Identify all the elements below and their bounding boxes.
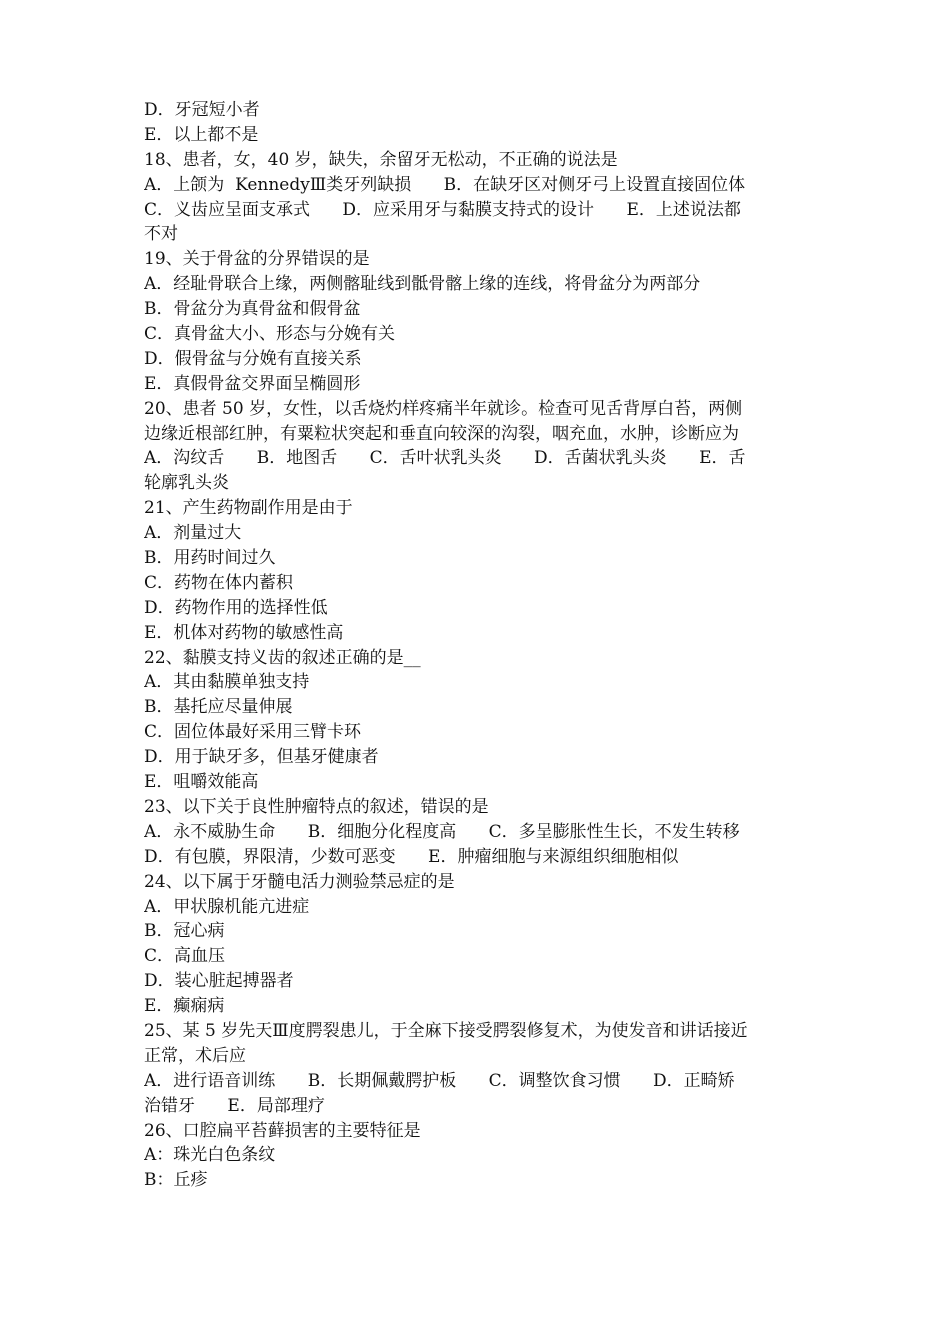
text-line: C．固位体最好采用三臂卡环 — [144, 722, 362, 743]
text-line: B．基托应尽量伸展 — [144, 697, 293, 718]
text-line: D．装心脏起搏器者 — [144, 971, 294, 992]
text-line: C．真骨盆大小、形态与分娩有关 — [144, 324, 396, 345]
text-line: D．牙冠短小者 — [144, 100, 260, 120]
text-line: B．用药时间过久 — [144, 548, 276, 569]
question-22: 22、黏膜支持义齿的叙述正确的是__ — [144, 647, 421, 668]
text-line: A．永不威胁生命 B．细胞分化程度高 C．多呈膨胀性生长，不发生转移 — [144, 821, 740, 842]
text-line: A．其由黏膜单独支持 — [144, 672, 310, 693]
text-line: A．上颌为 KennedyⅢ类牙列缺损 B．在缺牙区对侧牙弓上设置直接固位体 — [144, 174, 746, 195]
text-line: C．药物在体内蓄积 — [144, 572, 294, 593]
text-line: E．以上都不是 — [144, 124, 259, 145]
text-line: A．沟纹舌 B．地图舌 C．舌叶状乳头炎 D．舌菌状乳头炎 E．舌 — [144, 448, 746, 469]
text-line: D．用于缺牙多，但基牙健康者 — [144, 747, 379, 768]
text-line: 边缘近根部红肿，有粟粒状突起和垂直向较深的沟裂，咽充血，水肿，诊断应为 — [144, 423, 739, 444]
text-line: D．药物作用的选择性低 — [144, 597, 328, 618]
text-line: 不对 — [144, 224, 178, 245]
question-21: 21、产生药物副作用是由于 — [144, 498, 353, 519]
question-23: 23、以下关于良性肿瘤特点的叙述，错误的是 — [144, 796, 489, 817]
text-line: 治错牙 E．局部理疗 — [144, 1095, 325, 1116]
text-line: A．经耻骨联合上缘，两侧髂耻线到骶骨髂上缘的连线，将骨盆分为两部分 — [144, 274, 701, 295]
text-line: 轮廓乳头炎 — [144, 473, 229, 494]
text-line: E．癫痫病 — [144, 996, 225, 1017]
text-line: A：珠光白色条纹 — [144, 1145, 276, 1166]
text-line: B：丘疹 — [144, 1170, 208, 1191]
text-line: E．机体对药物的敏感性高 — [144, 622, 344, 643]
text-line: E．真假骨盆交界面呈椭圆形 — [144, 373, 361, 394]
text-line: A．剂量过大 — [144, 523, 242, 544]
text-line: B．骨盆分为真骨盆和假骨盆 — [144, 299, 361, 320]
question-18: 18、患者，女，40 岁，缺失，余留牙无松动，不正确的说法是 — [144, 149, 618, 170]
question-19: 19、关于骨盆的分界错误的是 — [144, 249, 370, 270]
text-line: D．假骨盆与分娩有直接关系 — [144, 348, 362, 369]
text-line: B．冠心病 — [144, 921, 225, 942]
question-26: 26、口腔扁平苔藓损害的主要特征是 — [144, 1120, 421, 1141]
question-25: 25、某 5 岁先天Ⅲ度腭裂患儿，于全麻下接受腭裂修复术，为使发音和讲话接近 — [144, 1020, 748, 1041]
question-24: 24、以下属于牙髓电活力测验禁忌症的是 — [144, 871, 455, 892]
text-line: C．高血压 — [144, 946, 226, 967]
question-20: 20、患者 50 岁，女性，以舌烧灼样疼痛半年就诊。检查可见舌背厚白苔，两侧 — [144, 398, 743, 419]
text-line: A．进行语音训练 B．长期佩戴腭护板 C．调整饮食习惯 D．正畸矫 — [144, 1070, 735, 1091]
text-line: A．甲状腺机能亢进症 — [144, 896, 310, 917]
text-line: E．咀嚼效能高 — [144, 772, 259, 793]
text-line: D．有包膜，界限清，少数可恶变 E．肿瘤细胞与来源组织细胞相似 — [144, 846, 679, 867]
text-line: C．义齿应呈面支承式 D．应采用牙与黏膜支持式的设计 E．上述说法都 — [144, 199, 741, 220]
text-line: 正常，术后应 — [144, 1045, 246, 1066]
document-page — [144, 98, 816, 1193]
